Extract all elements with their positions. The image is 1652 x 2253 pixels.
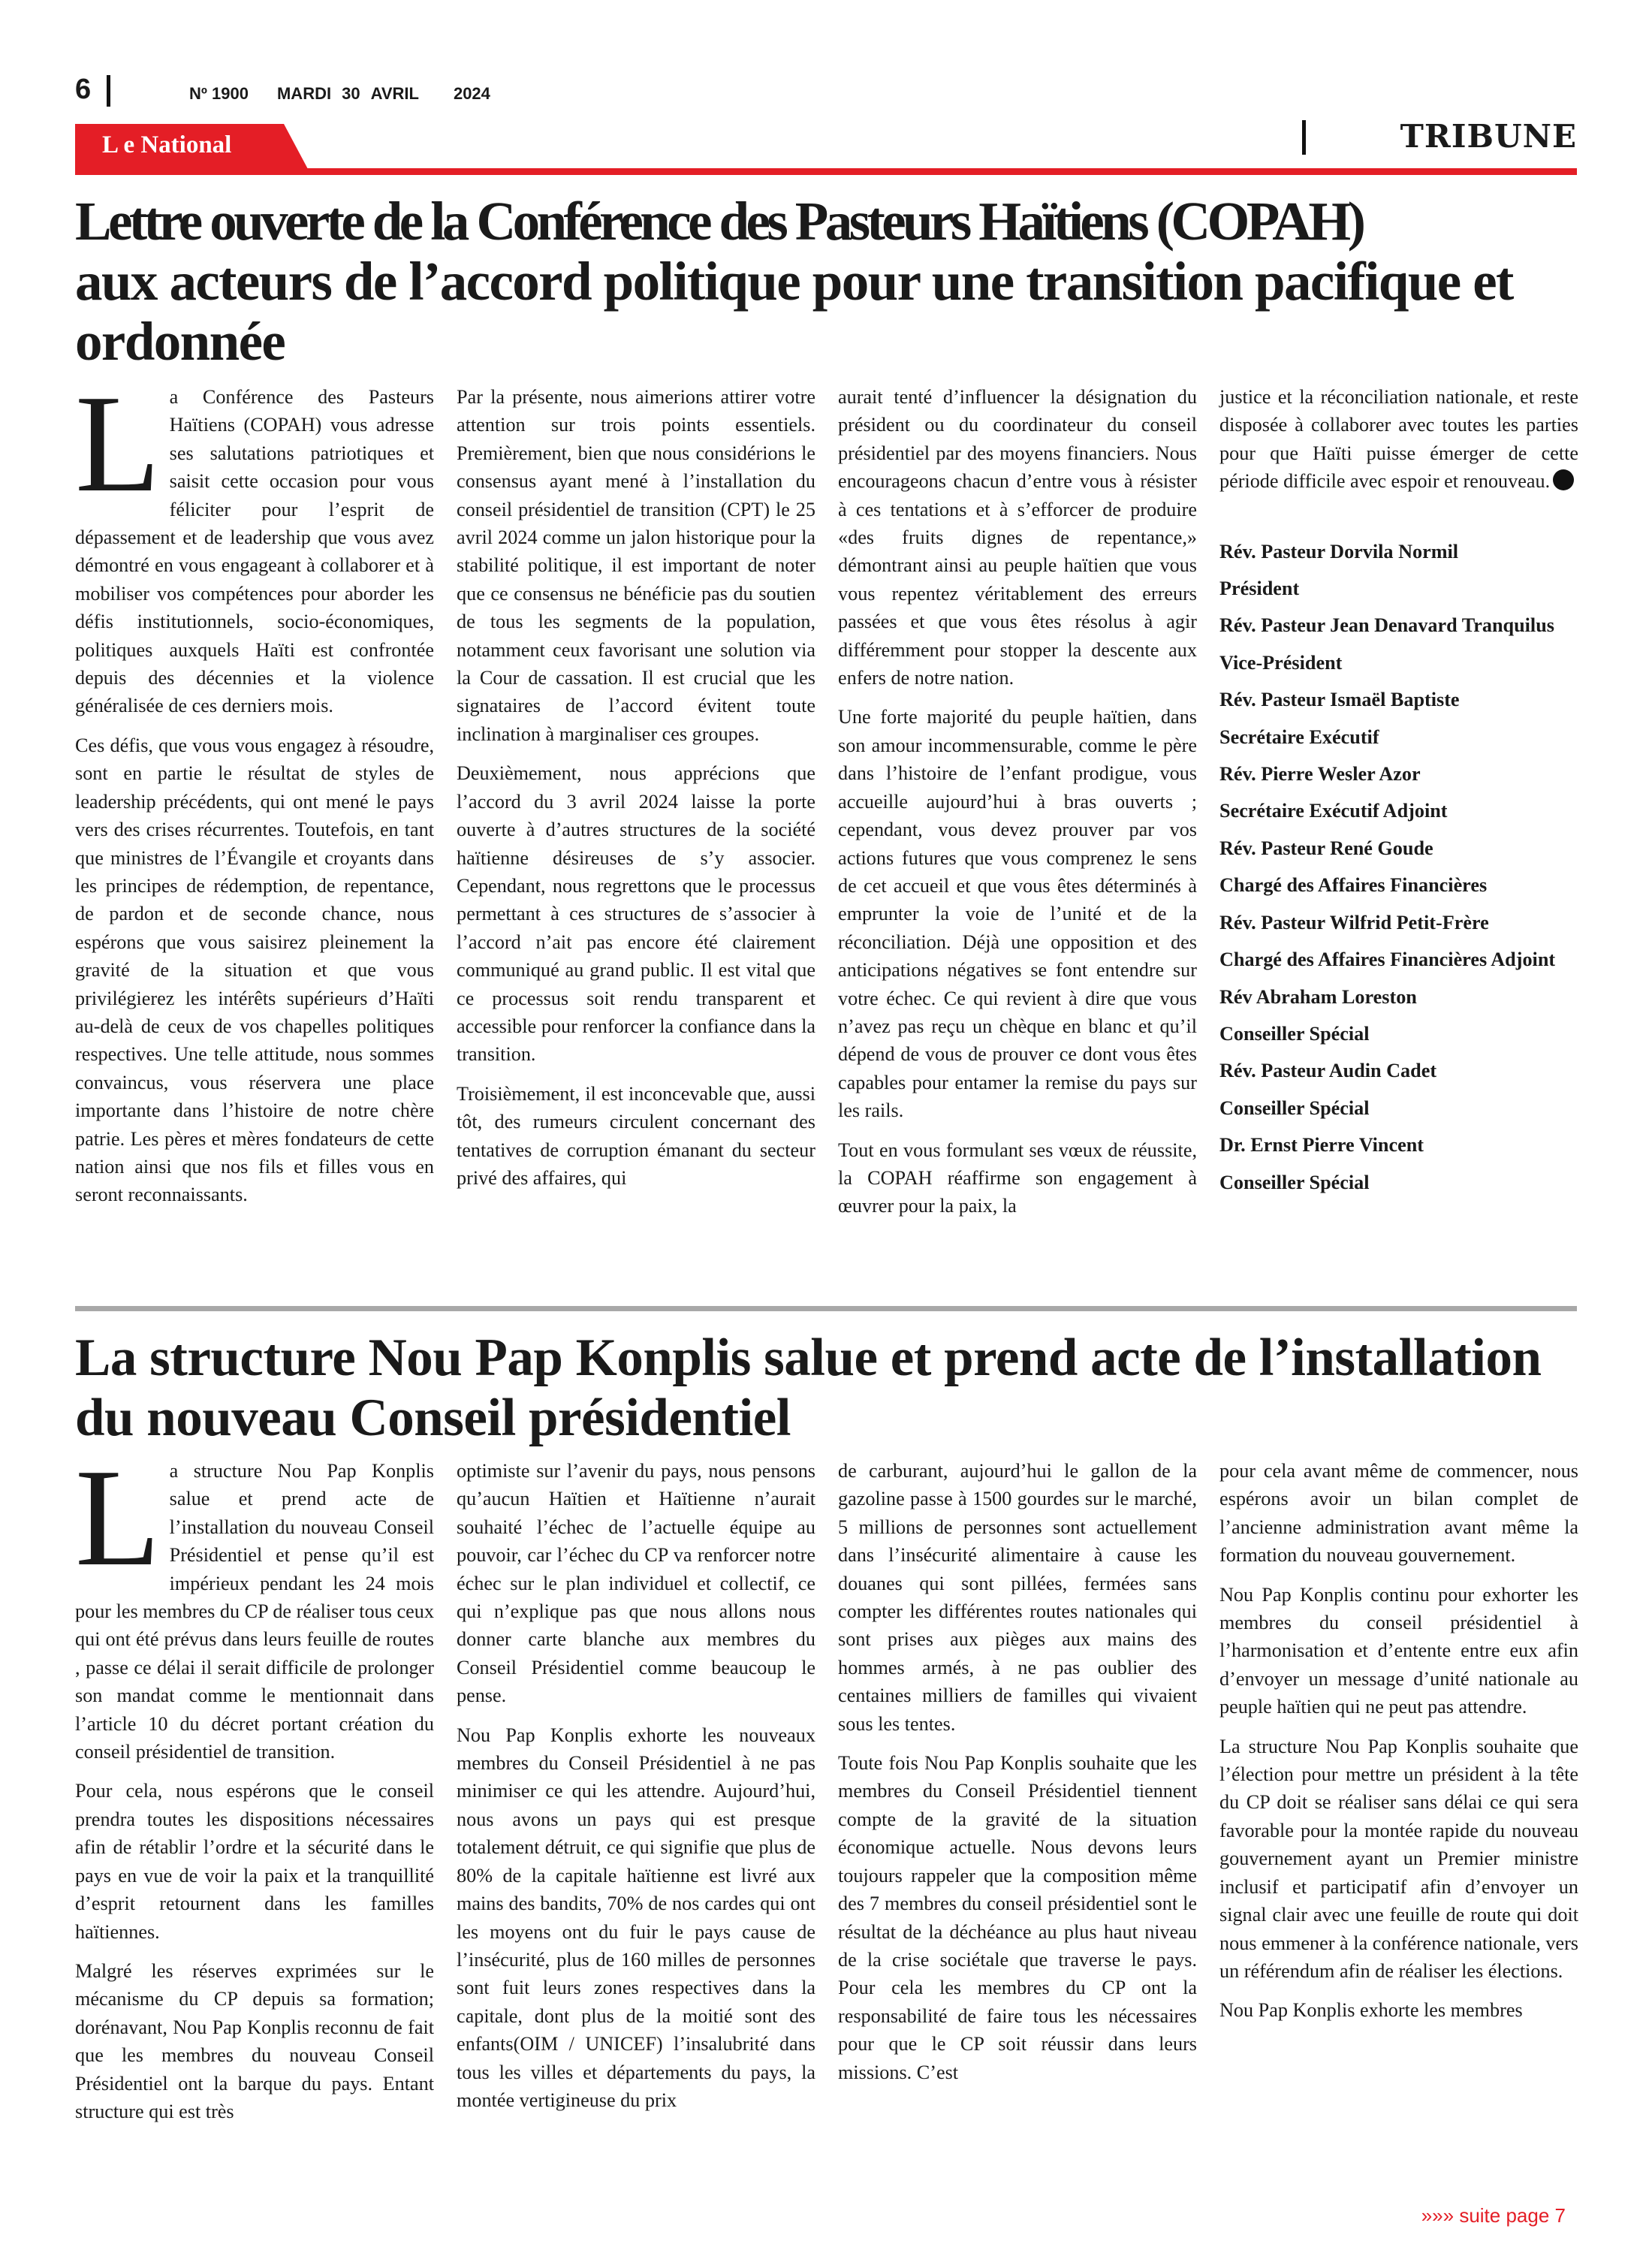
issue-year: 2024 bbox=[453, 84, 490, 103]
article1-headline-line1: Lettre ouverte de la Conférence des Pasteurs Haïtiens (COPAH) bbox=[75, 191, 1363, 252]
article2-paragraph: Pour cela, nous espérons que le conseil prendra toutes les dispositions nécessaires afin de rétablir l’ordre et la sécurité dans le pays en vue de voir la paix et la tranquillité d’esprit retournent dans les familles haïtiennes. bbox=[75, 1780, 434, 1943]
section-label: TRIBUNE bbox=[1400, 118, 1577, 155]
article2-dropcap: L bbox=[75, 1440, 161, 1595]
signatory-title: Président bbox=[1219, 578, 1300, 600]
continuation-link[interactable]: »»» suite page 7 bbox=[1421, 2204, 1566, 2227]
article1-dropcap: L bbox=[75, 366, 161, 521]
article-end-mark bbox=[1553, 469, 1574, 490]
signatory-name: Rév. Pasteur René Goude bbox=[1219, 837, 1433, 859]
article2-paragraph bbox=[75, 1440, 434, 1766]
signatory-title: Secrétaire Exécutif bbox=[1219, 725, 1379, 748]
article1-column-3 bbox=[838, 383, 1197, 1232]
issue-number: Nº 1900 bbox=[189, 84, 249, 103]
signatory-title: Vice-Président bbox=[1219, 651, 1343, 674]
article2-paragraph: optimiste sur l’avenir du pays, nous pensons qu’aucun Haïtien et Haïtienne n’aurait souhaité l’échec de l’actuelle équipe au pouvoir, car l’échec du CP va renforcer notre échec sur le plan individuel et collectif, ce qui n’explique pas que nous allons nous donner carte blanche aux membres du Conseil Présidentiel comme beaucoup le pense. bbox=[457, 1460, 815, 1707]
article1-paragraph: Troisièmement, il est inconcevable que, aussi tôt, des rumeurs circulent concernant des tentatives de corruption émanant du secteur privé des affaires, qui bbox=[457, 1082, 815, 1189]
signatory-title: Conseiller Spécial bbox=[1219, 1171, 1370, 1193]
article1-column-4 bbox=[1219, 383, 1578, 1205]
article2-paragraph: La structure Nou Pap Konplis souhaite que l’élection pour mettre un président à la tête du CP doit se réaliser sans délai ce qui sera favorable pour la montée rapide du nouveau gouvernement ayant un Premier ministre inclusif et participatif afin d’envoyer un signal clair avec une feuille de route qui doit nous emmener à la conférence nationale, vers un référendum afin de réaliser les élections. bbox=[1219, 1735, 1578, 1982]
issue-day: 30 bbox=[342, 84, 360, 103]
article1-paragraph bbox=[75, 366, 434, 720]
signatories-list bbox=[1219, 538, 1578, 1196]
issue-line bbox=[189, 84, 519, 104]
signatory-name: Dr. Ernst Pierre Vincent bbox=[1219, 1134, 1424, 1157]
article1-paragraph: Deuxièmement, nous apprécions que l’accord du 3 avril 2024 laisse la porte ouverte à d’autres structures de la société haïtienne désireuses de s’y associer. Cependant, nous regrettons que le processus permettant à ces structures de s’associer à l’accord n’ait pas encore été clairement communiqué au grand public. Il est vital que ce processus soit rendu transparent et accessible pour renforcer la confiance dans la transition. bbox=[457, 762, 815, 1066]
signatory-name: Rév. Pasteur Audin Cadet bbox=[1219, 1060, 1437, 1082]
article2-column-2 bbox=[457, 1457, 815, 2125]
article1-paragraph: Une forte majorité du peuple haïtien, dans son amour incommensurable, comme le père dans l’histoire de l’enfant prodigue, vous accueille aujourd’hui à bras ouverts ; cependant, vous devez prouver par vos actions futures que vous comprenez le sens de cet accueil et que vous êtes déterminés à emprunter la voie de l’unité et de la réconciliation. Déjà une opposition et des anticipations négatives se font entendre sur votre échec. Ce qui revient à dire que vous n’avez pas reçu un chèque en blanc et qu’il dépend de vous de prouver ce dont vous êtes capables pour entamer la remise du pays sur les rails. bbox=[838, 706, 1197, 1122]
article2-column-3 bbox=[838, 1457, 1197, 2098]
signatory-name: Rév. Pierre Wesler Azor bbox=[1219, 763, 1421, 786]
article2-column-4 bbox=[1219, 1457, 1578, 2036]
signatory-name: Rév. Pasteur Dorvila Normil bbox=[1219, 540, 1459, 562]
signatory-title: Conseiller Spécial bbox=[1219, 1022, 1370, 1045]
article2-paragraph: Malgré les réserves exprimées sur le mécanisme du CP depuis sa formation; dorénavant, Nou Pap Konplis reconnu de fait que les membres du nouveau Conseil Présidentiel ont la barque du pays. Entant structure qui est très bbox=[75, 1959, 434, 2122]
article2-paragraph: de carburant, aujourd’hui le gallon de la gazoline passe à 1500 gourdes sur le marché, 5 millions de personnes sont actuellement dans l’insécurité alimentaire à cause les douanes qui sont pillées, fermées sans compter les différentes routes nationales qui sont prises aux pièges aux mains des hommes armés, à ne pas oublier des centaines milliers de familles qui vivaient sous les tentes. bbox=[838, 1460, 1197, 1735]
article1-paragraph-text: justice et la réconciliation nationale, et reste disposée à collaborer avec toutes les parties pour que Haïti puisse émerger de cette période difficile avec espoir et renouveau. bbox=[1219, 386, 1578, 493]
signatory-title: Chargé des Affaires Financières Adjoint bbox=[1219, 949, 1556, 971]
article1-paragraph: Ces défis, que vous vous engagez à résoudre, sont en partie le résultat de styles de leadership précédents, qui ont mené le pays vers des crises récurrentes. Toutefois, en tant que ministres de l’Évangile et croyants dans les principes de rédemption, de repentance, de pardon et de seconde chance, nous espérons que vous saisirez pleinement la gravité de la situation et que vous privilégierez les intérêts supérieurs d’Haïti au-delà de ceux de vos chapelles politiques respectives. Une telle attitude, nous sommes convaincus, vous réservera une place importante dans l’histoire de notre chère patrie. Les pères et mères fondateurs de cette nation ainsi que nos fils et filles vous en seront reconnaissants. bbox=[75, 734, 434, 1206]
article2-paragraph: Nou Pap Konplis exhorte les nouveaux membres du Conseil Présidentiel à ne pas minimiser ce qui les attendre. Aujourd’hui, nous avons un pays qui est presque totalement détruit, ce qui signifie que plus de 80% de la capitale haïtienne est livré aux mains des bandits, 70% de nos cardes qui ont les moyens ont du fuir le pays cause de l’insécurité, plus de 160 milles de personnes sont fuit leurs zones respectives dans la capitale, dont plus de la moitié sont des enfants(OIM / UNICEF) l’insalubrité dans tous les villes et départements du pays, la montée vertigineuse du prix bbox=[457, 1724, 815, 2111]
signatory-title: Secrétaire Exécutif Adjoint bbox=[1219, 800, 1448, 822]
article1-paragraph-text: a Conférence des Pasteurs Haïtiens (COPAH) vous adresse ses salutations patriotiques et saisit cette occasion pour vous féliciter pour l’esprit de dépassement et de leadership que vous avez démontré en vous engageant à collaborer et à mobiliser vos compétences pour aborder les défis institutionnels, socio-économiques, politiques auxquels Haïti est confrontée depuis des décennies et la violence généralisée de ces derniers mois. bbox=[75, 386, 434, 717]
article-separator-rule bbox=[75, 1306, 1577, 1311]
article2-column-1 bbox=[75, 1440, 434, 2137]
article1-paragraph: Par la présente, nous aimerions attirer votre attention sur trois points essentiels. Premièrement, bien que nous considérions le consensus ayant mené à l’installation du conseil présidentiel de transition (CPT) le 25 avril 2024 comme un jalon historique pour la stabilité politique, il est important de noter que ce consensus ne bénéficie pas du soutien de tous les segments de la population, notamment ceux favorisant une solution via la Cour de cassation. Il est crucial que les signataires de l’accord évitent toute inclination à marginaliser ces groupes. bbox=[457, 386, 815, 745]
signatory-title: Chargé des Affaires Financières bbox=[1219, 874, 1488, 897]
signatory-name: Rév. Pasteur Ismaël Baptiste bbox=[1219, 689, 1460, 711]
article1-column-1 bbox=[75, 366, 434, 1220]
article2-paragraph: Toute fois Nou Pap Konplis souhaite que les membres du Conseil Présidentiel tiennent compte de la gravité de la situation économique actuelle. Nous devons leurs toujours rappeler que la composition même des 7 membres du conseil présidentiel sont le résultat de la déchéance au plus haut niveau de la crise sociétale que traverse le pays. Pour cela les membres du CP ont la responsabilité de faire tous les nécessaires pour que le CP soit réussir dans leurs missions. C’est bbox=[838, 1752, 1197, 2083]
article1-paragraph: Tout en vous formulant ses vœux de réussite, la COPAH réaffirme son engagement à œuvrer pour la paix, la bbox=[838, 1139, 1197, 1217]
newspaper-brand: L e National bbox=[102, 131, 232, 158]
header-red-rule bbox=[75, 168, 1577, 175]
article1-column-2 bbox=[457, 383, 815, 1203]
page-number: 6 bbox=[75, 74, 92, 105]
article1-paragraph: aurait tenté d’influencer la désignation du président ou du coordinateur du conseil présidentiel par des moyens financiers. Nous encourageons chacun d’entre vous à résister à ces tentations et à s’efforcer de produire «des fruits dignes de repentance,» démontrant ainsi au peuple haïtien que vous vous repentez véritablement des erreurs passées et que vous êtes résolus à agir différemment pour stopper la descente aux enfers de notre nation. bbox=[838, 386, 1197, 689]
newspaper-brand-tab bbox=[75, 124, 308, 169]
article2-paragraph: Nou Pap Konplis exhorte les membres bbox=[1219, 1999, 1523, 2022]
article1-headline-rest: aux acteurs de l’accord politique pour une transition pacifique et ordonnée bbox=[75, 251, 1513, 372]
signatory-title: Conseiller Spécial bbox=[1219, 1096, 1370, 1119]
issue-weekday: MARDI bbox=[276, 84, 332, 103]
article2-headline: La structure Nou Pap Konplis salue et prend acte de l’installation du nouveau Conseil présidentiel bbox=[75, 1329, 1542, 1447]
article2-paragraph: Nou Pap Konplis continu pour exhorter les membres du conseil présidentiel à l’harmonisation et d’entente entre eux afin d’envoyer un message d’unité nationale au peuple haïtien qui ne peut pas attendre. bbox=[1219, 1583, 1578, 1718]
issue-month: AVRIL bbox=[370, 84, 419, 103]
section-divider bbox=[1302, 120, 1306, 155]
signatory-name: Rév. Pasteur Jean Denavard Tranquilus bbox=[1219, 614, 1554, 637]
article2-paragraph-text: a structure Nou Pap Konplis salue et prend acte de l’installation du nouveau Conseil Présidentiel et pense qu’il est impérieux pendant les 24 mois pour les membres du CP de réaliser tous ceux qui ont été prévus dans leurs feuille de routes , passe ce délai il serait difficile de prolonger son mandat comme le mentionnait dans l’article 10 du décret portant création du conseil présidentiel de transition. bbox=[75, 1460, 434, 1763]
article1-paragraph bbox=[1219, 383, 1578, 496]
article2-paragraph: pour cela avant même de commencer, nous espérons avoir un bilan complet de l’ancienne administration avant même la formation du nouveau gouvernement. bbox=[1219, 1460, 1578, 1567]
article1-headline bbox=[75, 192, 1584, 372]
page-number-divider bbox=[107, 75, 110, 107]
signatory-name: Rév Abraham Loreston bbox=[1219, 985, 1417, 1008]
signatory-name: Rév. Pasteur Wilfrid Petit-Frère bbox=[1219, 911, 1489, 933]
